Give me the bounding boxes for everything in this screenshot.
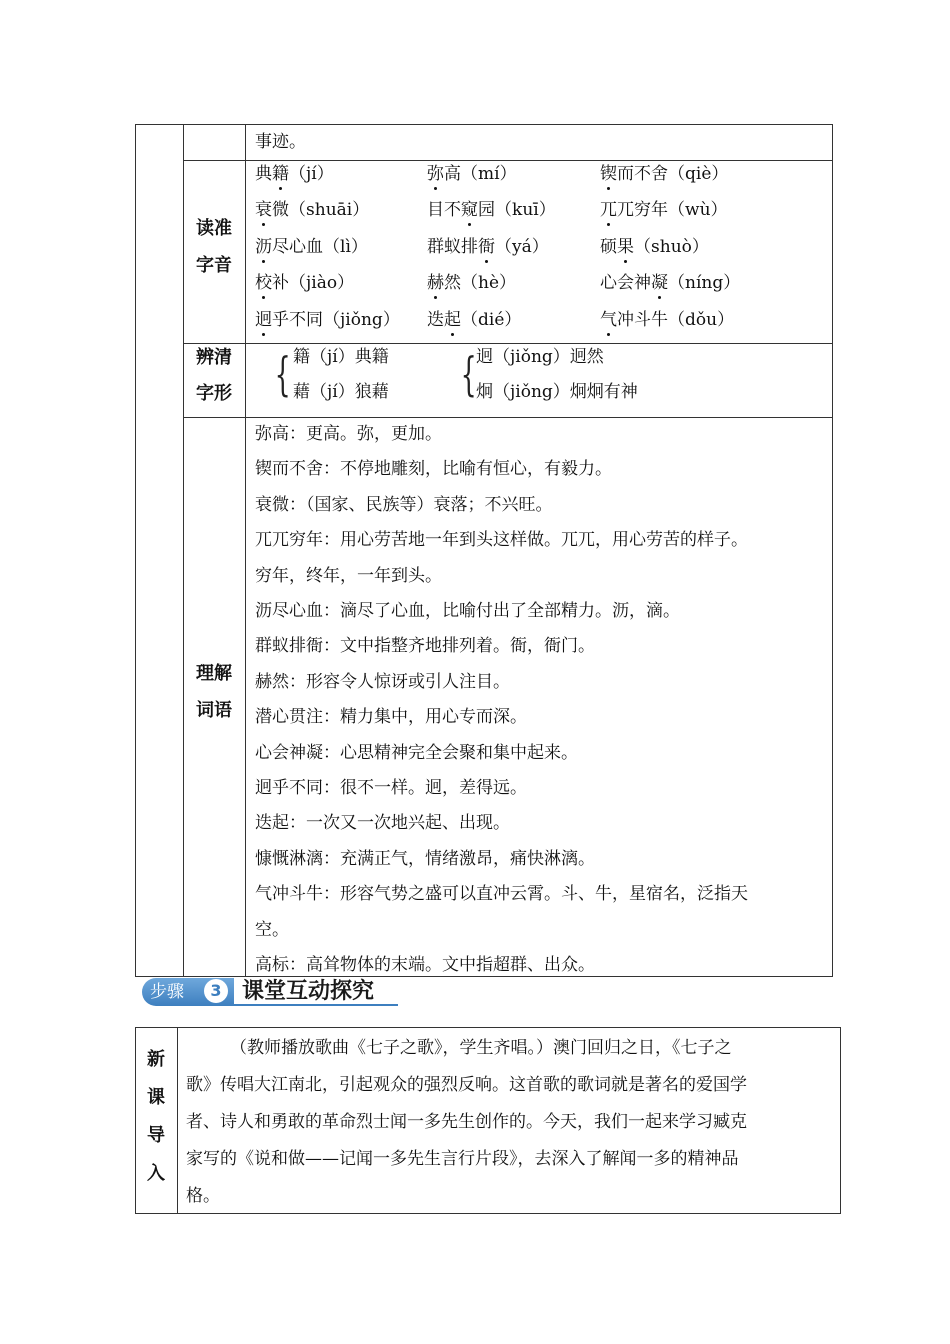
word-definition: 心会神凝：心思精神完全会聚和集中起来。 — [255, 742, 578, 763]
table-border-right — [832, 124, 833, 976]
intro-border-top — [135, 1027, 841, 1028]
pronounce-cell: 典籍（jí） — [255, 164, 334, 184]
row-divider-1 — [183, 160, 833, 161]
intro-border-right — [840, 1027, 841, 1213]
words-header-line2: 词语 — [196, 700, 232, 721]
intro-line-5: 格。 — [186, 1186, 220, 1206]
shape-right-2: 炯（jiǒng）炯炯有神 — [476, 382, 638, 402]
brace-left: { — [274, 347, 291, 401]
word-definition: 慷慨淋漓：充满正气，情绪激昂，痛快淋漓。 — [255, 848, 595, 869]
step-tag: 步骤 — [142, 978, 234, 1006]
intro-line-3: 者、诗人和勇敢的革命烈士闻一多先生创作的。今天，我们一起来学习臧克 — [186, 1112, 747, 1132]
shape-header-line2: 字形 — [196, 383, 232, 404]
top-row-text: 事迹。 — [255, 132, 306, 152]
brace-right: { — [460, 347, 477, 401]
intro-header-4: 入 — [147, 1163, 165, 1184]
pronounce-cell: 气冲斗牛（dǒu） — [600, 310, 735, 330]
pronounce-cell: 迥乎不同（jiǒng） — [255, 310, 400, 330]
table-border-left — [135, 124, 136, 976]
words-header-line1: 理解 — [196, 663, 232, 684]
pronounce-cell: 兀兀穷年（wù） — [600, 200, 728, 220]
word-definition: 穷年，终年，一年到头。 — [255, 565, 442, 586]
word-definition: 迭起：一次又一次地兴起、出现。 — [255, 813, 510, 834]
word-definition: 群蚁排衙：文中指整齐地排列着。衙，衙门。 — [255, 636, 595, 657]
table-border-top — [135, 124, 833, 125]
pronounce-cell: 弥高（mí） — [427, 164, 517, 184]
table-divider-col1 — [183, 124, 184, 976]
shape-right-1: 迥（jiǒng）迥然 — [476, 347, 604, 367]
word-definition: 迥乎不同：很不一样。迥，差得远。 — [255, 778, 527, 798]
word-definition: 锲而不舍：不停地雕刻，比喻有恒心，有毅力。 — [255, 459, 612, 480]
table-divider-col2 — [245, 124, 246, 976]
pronounce-cell: 心会神凝（níng） — [600, 273, 741, 293]
word-definition: 沥尽心血：滴尽了心血，比喻付出了全部精力。沥，滴。 — [255, 601, 680, 621]
pronounce-header-line2: 字音 — [196, 255, 232, 276]
pronounce-cell: 硕果（shuò） — [600, 237, 709, 257]
word-definition: 弥高：更高。弥，更加。 — [255, 424, 442, 444]
intro-header-3: 导 — [147, 1125, 165, 1146]
word-definition: 衰微：（国家、民族等）衰落；不兴旺。 — [255, 494, 553, 515]
shape-header-line1: 辨清 — [196, 347, 232, 368]
pronounce-cell: 锲而不舍（qiè） — [600, 164, 729, 184]
pronounce-cell: 校补（jiào） — [255, 273, 355, 293]
pronounce-cell: 沥尽心血（lì） — [255, 237, 368, 257]
pronounce-cell: 目不窥园（kuī） — [427, 200, 556, 220]
pronounce-cell: 衰微（shuāi） — [255, 200, 370, 220]
word-definition: 高标：高耸物体的末端。文中指超群、出众。 — [255, 955, 595, 975]
word-definition: 气冲斗牛：形容气势之盛可以直冲云霄。斗、牛，星宿名，泛指天 — [255, 884, 748, 905]
step-title: 课堂互动探究 — [234, 976, 398, 1006]
step-number: 3 — [204, 979, 228, 1003]
pronounce-header-line1: 读准 — [196, 218, 232, 239]
intro-paragraph — [186, 1030, 836, 1215]
intro-line-1: （教师播放歌曲《七子之歌》，学生齐唱。）澳门回归之日，《七子之 — [230, 1038, 732, 1058]
word-definition: 空。 — [255, 919, 289, 940]
shape-left-2: 藉（jí）狼藉 — [293, 382, 389, 402]
pronounce-cell: 赫然（hè） — [427, 273, 517, 293]
word-definition: 潜心贯注：精力集中，用心专而深。 — [255, 707, 527, 728]
shape-left-1: 籍（jí）典籍 — [293, 347, 389, 367]
intro-line-2: 歌》传唱大江南北，引起观众的强烈反响。这首歌的歌词就是著名的爱国学 — [186, 1075, 747, 1095]
intro-header-1: 新 — [147, 1049, 165, 1070]
row-divider-3 — [183, 417, 833, 418]
intro-line-4: 家写的《说和做——记闻一多先生言行片段》，去深入了解闻一多的精神品 — [186, 1149, 739, 1169]
pronounce-cell: 迭起（dié） — [427, 310, 522, 330]
word-definition: 兀兀穷年：用心劳苦地一年到头这样做。兀兀，用心劳苦的样子。 — [255, 530, 748, 551]
step-banner — [142, 976, 398, 1008]
word-definition: 赫然：形容令人惊讶或引人注目。 — [255, 671, 510, 692]
intro-header-2: 课 — [147, 1087, 165, 1108]
pronounce-cell: 群蚁排衙（yá） — [427, 237, 549, 257]
